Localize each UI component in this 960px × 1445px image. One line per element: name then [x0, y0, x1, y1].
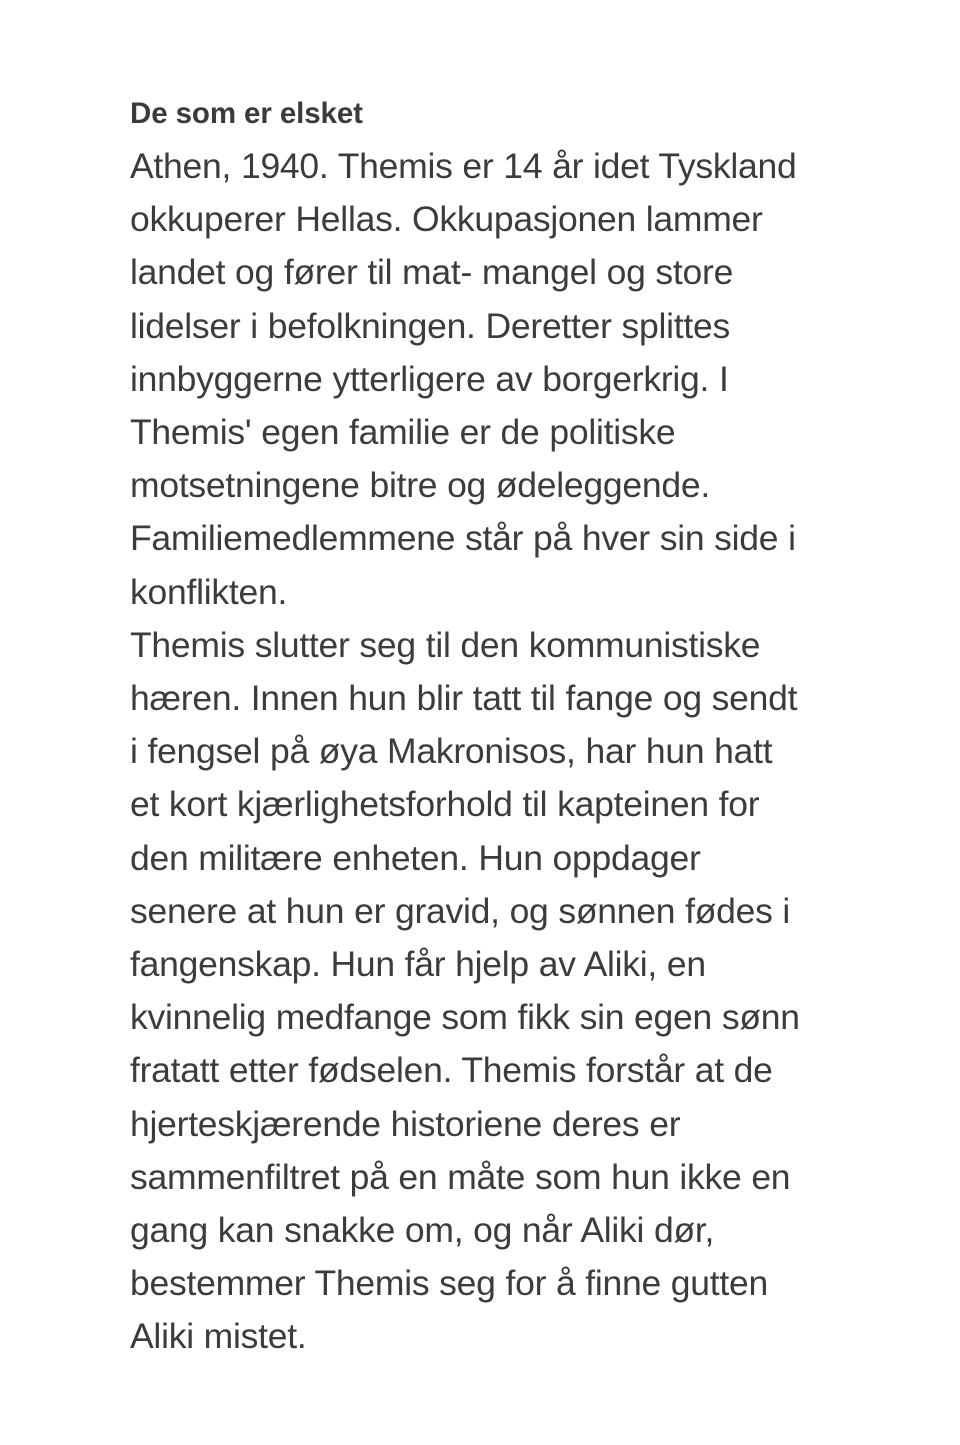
book-title: De som er elsket [130, 97, 363, 130]
synopsis-paragraph-2: Themis slutter seg til den kommunistiske hæren. Innen hun blir tatt til fange og sendt i fengsel på øya Makronisos, har hun hatt et kort kjærlighetsforhold til kapteinen for den militære enheten. Hun oppdager senere at hun er gravid, og sønnen fødes i fangenskap. Hun får hjelp av Aliki, en kvinnelig medfange som fikk sin egen sønn fratatt etter fødselen. Themis forstår at de hjerteskjærende historiene deres er sammenfiltret på en måte som hun ikke en gang kan snakke om, og når Aliki dør, bestemmer Themis seg for å finne gutten Aliki mistet. [130, 624, 800, 1357]
book-synopsis [130, 140, 802, 1364]
synopsis-paragraph-1: Athen, 1940. Themis er 14 år idet Tyskland okkuperer Hellas. Okkupasjonen lammer landet og fører til mat- mangel og store lidelser i befolkningen. Deretter splittes innbyggerne ytterligere av borgerkrig. I Themis' egen familie er de politiske motsetningene bitre og ødeleggende. Familiemedlemmene står på hver sin side i konflikten. [130, 146, 797, 612]
book-description-container [130, 88, 802, 1364]
